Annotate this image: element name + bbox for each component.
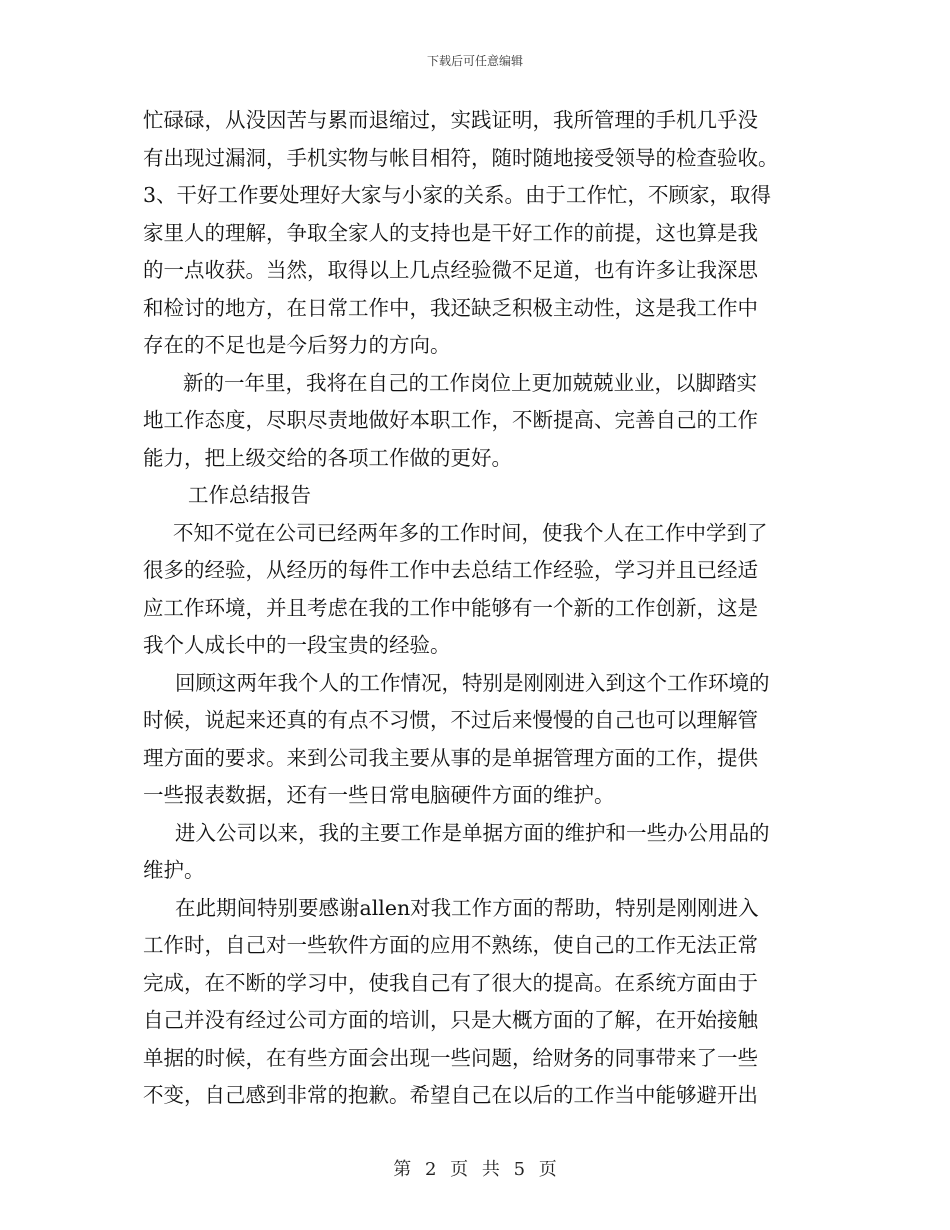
text-line: 很多的经验，从经历的每件工作中去总结工作经验，学习并且已经适	[143, 558, 758, 582]
text-line: 理方面的要求。来到公司我主要从事的是单据管理方面的工作，提供	[143, 745, 758, 770]
text-line: 能力，把上级交给的各项工作做的更好。	[143, 445, 512, 470]
text-line: 的一点收获。当然，取得以上几点经验微不足道，也有许多让我深思	[143, 258, 758, 282]
text-line: 回顾这两年我个人的工作情况，特别是刚刚进入到这个工作环境的	[175, 670, 770, 695]
header-note: 下载后可任意编辑	[426, 54, 523, 68]
text-line: 维护。	[143, 858, 205, 882]
text-line: 完成，在不断的学习中，使我自己有了很大的提高。在系统方面由于	[143, 970, 758, 995]
text-line: 我个人成长中的一段宝贵的经验。	[143, 633, 451, 657]
page-current: 2	[424, 1159, 437, 1180]
text-line: 新的一年里，我将在自己的工作岗位上更加兢兢业业，以脚踏实	[183, 370, 757, 395]
document-body	[143, 102, 813, 1115]
text-line: 自己并没有经过公司方面的培训，只是大概方面的了解，在开始接触	[143, 1008, 758, 1032]
text-line: 和检讨的地方，在日常工作中，我还缺乏积极主动性，这是我工作中	[143, 295, 758, 320]
text-line: 家里人的理解，争取全家人的支持也是干好工作的前提，这也算是我	[143, 220, 758, 245]
text-line: 不知不觉在公司已经两年多的工作时间，使我个人在工作中学到了	[173, 520, 768, 545]
text-line: 存在的不足也是今后努力的方向。	[143, 333, 451, 357]
section-title: 工作总结报告	[188, 483, 311, 507]
page-word: 页	[450, 1159, 469, 1180]
text-line: 忙碌碌，从没因苦与累而退缩过，实践证明，我所管理的手机几乎没	[143, 108, 758, 132]
text-line: 3、干好工作要处理好大家与小家的关系。由于工作忙，不顾家，取得	[143, 183, 772, 207]
page-total: 5	[513, 1159, 526, 1180]
text-line: 一些报表数据，还有一些日常电脑硬件方面的维护。	[143, 783, 615, 807]
text-line: 地工作态度，尽职尽责地做好本职工作，不断提高、完善自己的工作	[143, 408, 758, 432]
page-suffix: 页	[538, 1159, 557, 1180]
text-line: 时候，说起来还真的有点不习惯，不过后来慢慢的自己也可以理解管	[143, 708, 758, 732]
page-prefix: 第	[393, 1159, 412, 1180]
text-line: 进入公司以来，我的主要工作是单据方面的维护和一些办公用品的	[175, 820, 770, 845]
text-line: 有出现过漏洞，手机实物与帐目相符，随时随地接受领导的检查验收。	[143, 145, 779, 170]
text-line: 工作时，自己对一些软件方面的应用不熟练，使自己的工作无法正常	[143, 933, 758, 957]
page-number	[0, 1155, 950, 1181]
text-line: 应工作环境，并且考虑在我的工作中能够有一个新的工作创新，这是	[143, 595, 758, 620]
text-line: 单据的时候，在有些方面会出现一些问题，给财务的同事带来了一些	[143, 1045, 758, 1070]
text-line: 在此期间特别要感谢allen对我工作方面的帮助，特别是刚刚进入	[175, 895, 759, 920]
text-line: 不变，自己感到非常的抱歉。希望自己在以后的工作当中能够避开出	[143, 1083, 758, 1107]
page-total-word: 共	[481, 1159, 500, 1180]
